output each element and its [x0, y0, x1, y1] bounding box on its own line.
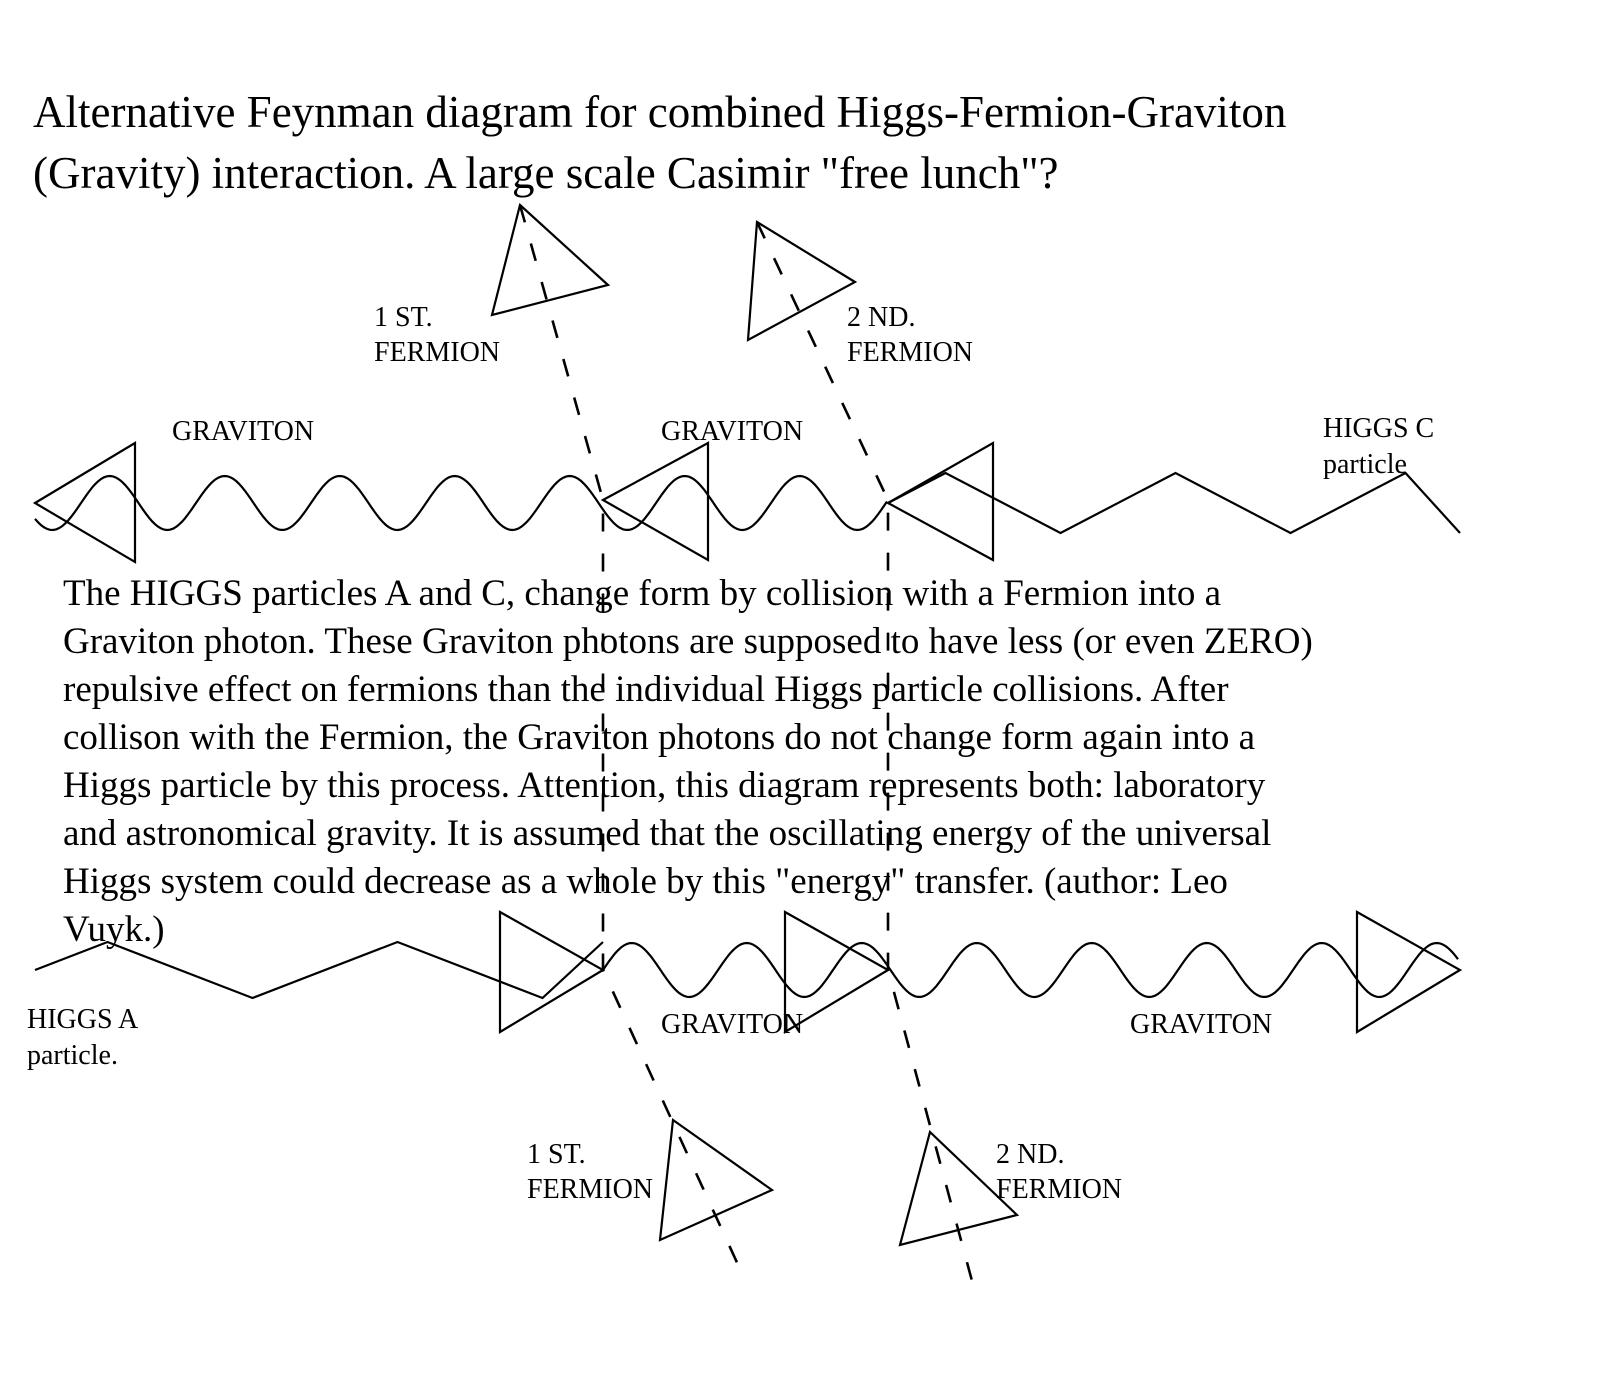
title-line-2: (Gravity) interaction. A large scale Casimir "free lunch"? — [33, 148, 1059, 198]
label-graviton: GRAVITON — [661, 416, 804, 447]
top-graviton-wave — [35, 476, 887, 530]
title-line-1: Alternative Feynman diagram for combined Higgs-Fermion-Graviton — [33, 87, 1287, 137]
graviton-arrow-bottom-right — [1357, 912, 1460, 1032]
paragraph-line: Vuyk.) — [63, 909, 165, 950]
label-fermion: FERMION — [996, 1174, 1123, 1205]
paragraph-line: and astronomical gravity. It is assumed that the oscillating energy of the universal — [63, 813, 1272, 854]
graviton-arrow-mid — [603, 443, 708, 560]
label-fermion: FERMION — [847, 337, 974, 368]
label-1st: 1 ST. — [374, 302, 433, 333]
label-2nd: 2 ND. — [847, 302, 916, 333]
higgs-a-zigzag — [35, 942, 603, 998]
label-particle: particle. — [27, 1040, 118, 1071]
label-graviton: GRAVITON — [661, 1009, 804, 1040]
higgs-c-arrow — [888, 443, 993, 560]
paragraph-line: Higgs particle by this process. Attention, this diagram represents both: laboratory — [63, 765, 1266, 806]
paragraph-line: The HIGGS particles A and C, change form by collision with a Fermion into a — [63, 573, 1222, 614]
paragraph-line: Higgs system could decrease as a whole by this "energy" transfer. (author: Leo — [63, 861, 1228, 902]
bottom-graviton-wave — [603, 943, 1458, 997]
label-fermion: FERMION — [527, 1174, 654, 1205]
paragraph-line: repulsive effect on fermions than the individual Higgs particle collisions. After — [63, 669, 1229, 710]
label-2nd: 2 ND. — [996, 1139, 1065, 1170]
label-1st: 1 ST. — [527, 1139, 586, 1170]
higgs-a-arrow — [500, 912, 603, 1032]
fermion-1-bottom-arrow — [660, 1120, 772, 1240]
label-higgs-c: HIGGS C — [1323, 413, 1435, 444]
label-particle: particle — [1323, 449, 1407, 480]
paragraph-line: Graviton photon. These Graviton photons are supposed to have less (or even ZERO) — [63, 621, 1313, 662]
higgs-c-zigzag — [888, 473, 1460, 533]
label-graviton: GRAVITON — [172, 416, 315, 447]
label-graviton: GRAVITON — [1130, 1009, 1273, 1040]
label-higgs-a: HIGGS A — [27, 1004, 139, 1035]
fermion-2-top-arrow — [748, 222, 855, 340]
graviton-arrow-left — [35, 443, 135, 562]
description-paragraph — [63, 573, 1313, 950]
label-fermion: FERMION — [374, 337, 501, 368]
fermion-1-top-arrow — [492, 205, 608, 315]
paragraph-line: collison with the Fermion, the Graviton photons do not change form again into a — [63, 717, 1256, 758]
